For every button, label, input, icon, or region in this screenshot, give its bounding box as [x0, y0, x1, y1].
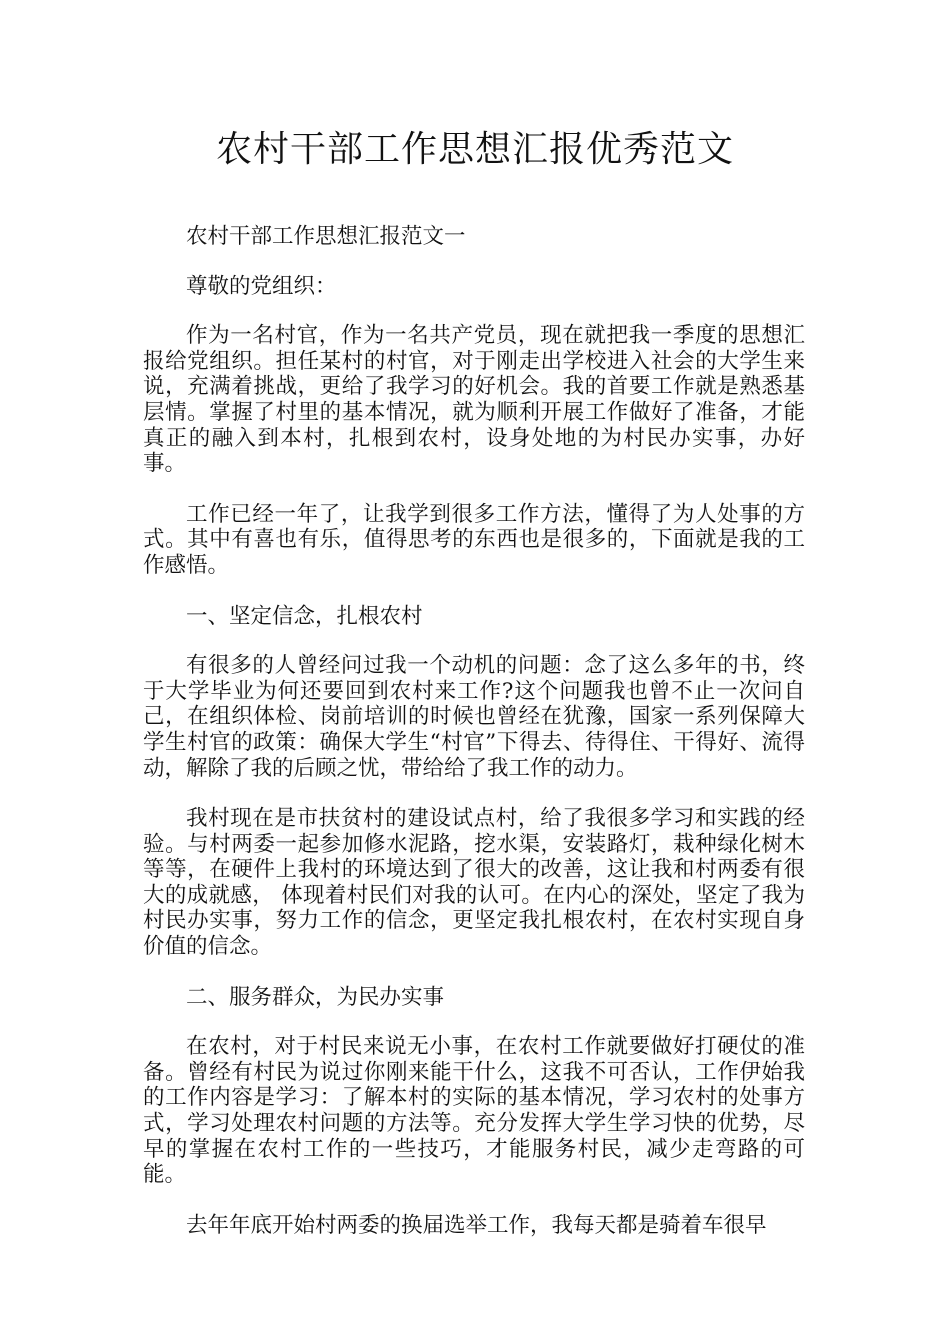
section-heading-2: 二、服务群众，为民办实事 — [186, 984, 445, 1010]
paragraph-work-one-year: 工作已经一年了，让我学到很多工作方法，懂得了为人处事的方式。其中有喜也有乐，值得思考的东西也是很多的，下面就是我的工作感悟。 — [143, 501, 805, 578]
section-heading-1: 一、坚定信念，扎根农村 — [186, 603, 423, 629]
paragraph-intro: 作为一名村官，作为一名共产党员，现在就把我一季度的思想汇报给党组织。担任某村的村官，对于刚走出学校进入社会的大学生来说，充满着挑战，更给了我学习的好机会。我的首要工作就是熟悉基层情。掌握了村里的基本情况，就为顺利开展工作做好了准备，才能真正的融入到本村，扎根到农村，设身处地的为村民办实事，办好事。 — [143, 323, 805, 477]
paragraph-serve-villagers: 在农村，对于村民来说无小事，在农村工作就要做好打硬仗的准备。曾经有村民为说过你刚来能干什么，这我不可否认，工作伊始我的工作内容是学习：了解本村的实际的基本情况，学习农村的处事方式，学习处理农村问题的方法等。充分发挥大学生学习快的优势，尽早的掌握在农村工作的一些技巧，才能服务村民，减少走弯路的可能。 — [143, 1034, 805, 1188]
section-heading-fanwen-1: 农村干部工作思想汇报范文一 — [186, 224, 466, 249]
salutation: 尊敬的党组织： — [186, 273, 337, 299]
paragraph-pilot-village: 我村现在是市扶贫村的建设试点村，给了我很多学习和实践的经验。与村两委一起参加修水泥路，挖水渠，安装路灯，栽种绿化树木等等，在硬件上我村的环境达到了很大的改善，这让我和村两委有很大的成就感， 体现着村民们对我的认可。在内心的深处，坚定了我为村民办实事，努力工作的信念，更坚定我扎根农村，在农村实现自身价值的信念。 — [143, 806, 805, 960]
document-body — [143, 224, 805, 1263]
paragraph-election: 去年年底开始村两委的换届选举工作，我每天都是骑着车很早 — [186, 1212, 767, 1238]
document-title: 农村干部工作思想汇报优秀范文 — [215, 129, 734, 170]
paragraph-motivation: 有很多的人曾经问过我一个动机的问题：念了这么多年的书，终于大学毕业为何还要回到农村来工作?这个问题我也曾不止一次问自己，在组织体检、岗前培训的时候也曾经在犹豫，国家一系列保障大学生村官的政策：确保大学生“村官”下得去、待得住、干得好、流得动，解除了我的后顾之忧，带给给了我工作的动力。 — [143, 653, 805, 781]
